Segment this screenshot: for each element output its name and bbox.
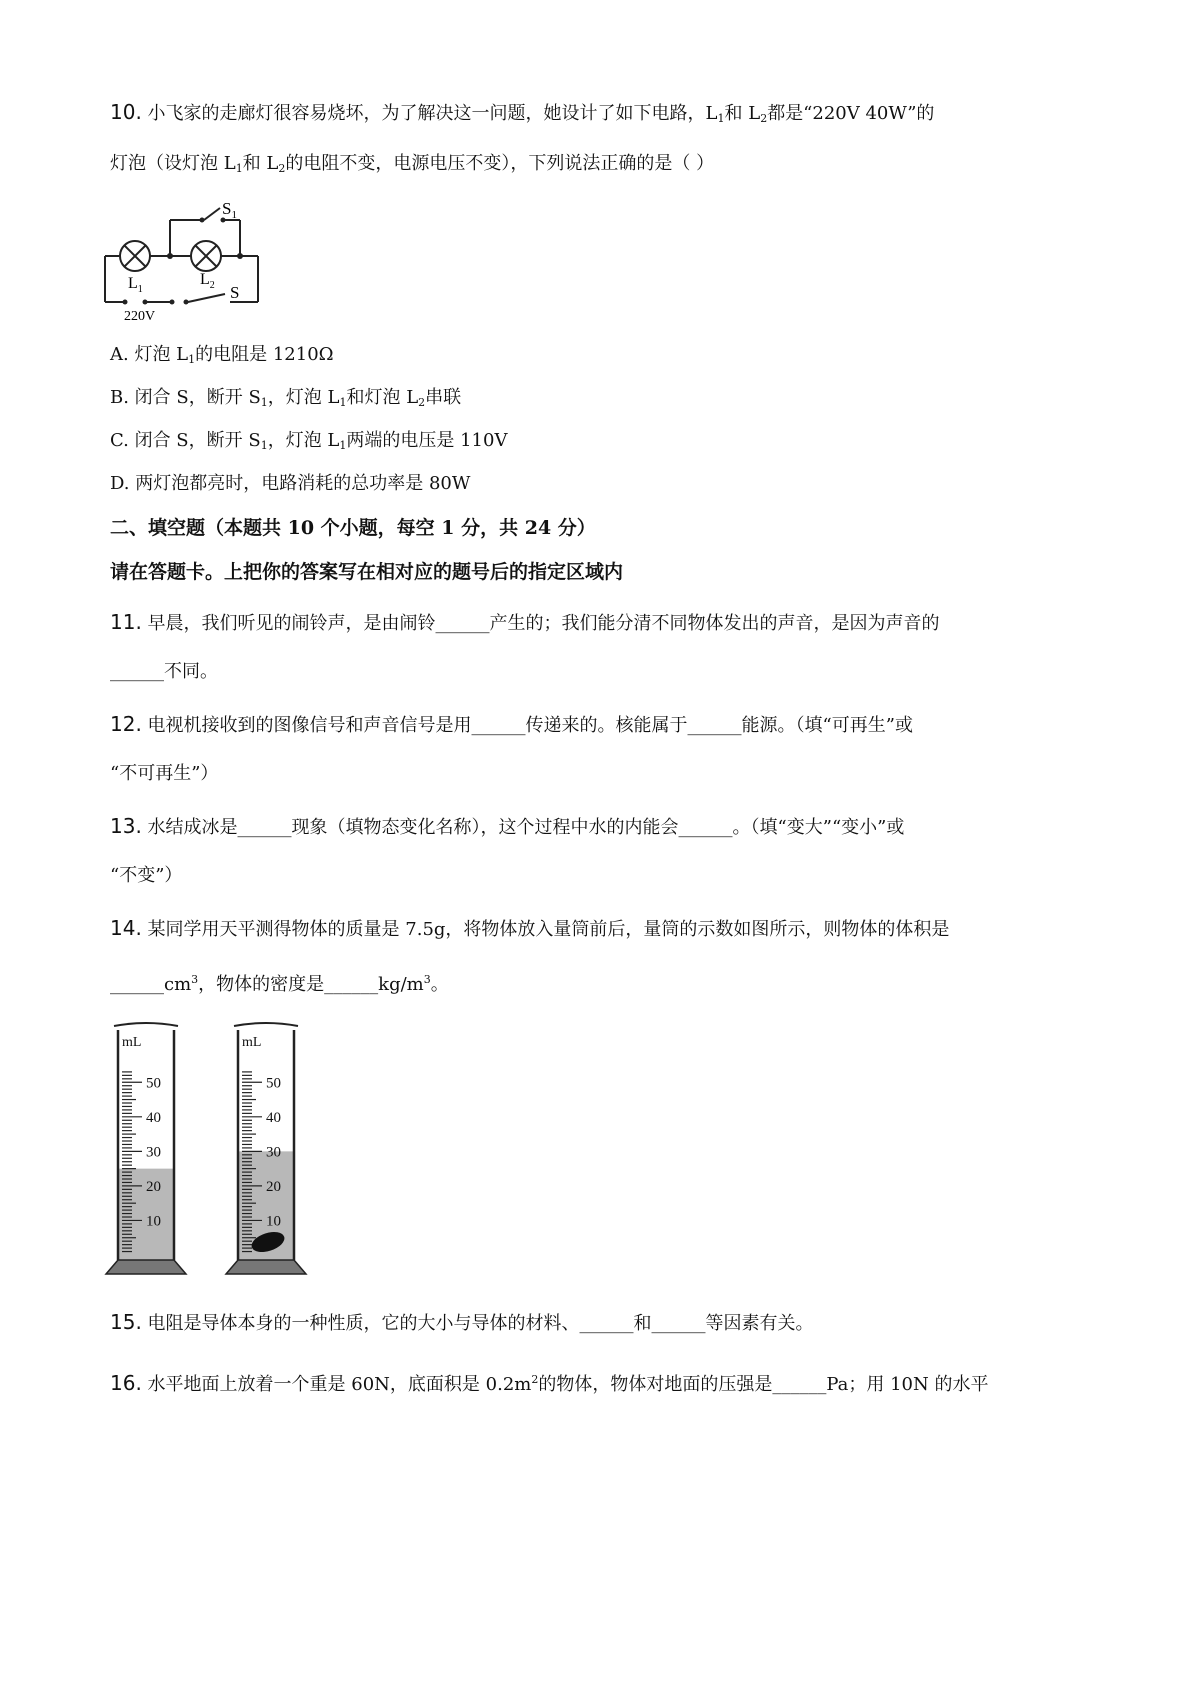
q11-line2: ______不同。 <box>110 661 218 682</box>
blank: ______ <box>651 1313 706 1334</box>
cylinder-base <box>106 1260 186 1274</box>
q10-text: 都是“220V 40W”的 <box>767 103 935 124</box>
cylinder-rim <box>234 1023 298 1026</box>
sup: 3 <box>191 973 199 986</box>
scale-label: 50 <box>266 1075 281 1092</box>
option-text: 串联 <box>425 387 462 408</box>
q11-number: 11. <box>110 610 142 634</box>
section-instruction: 请在答题卡。上把你的答案写在相对应的题号后的指定区域内 <box>110 561 624 583</box>
q14-number: 14. <box>110 916 142 940</box>
sup: 3 <box>423 973 431 986</box>
sub: 1 <box>339 396 347 409</box>
sub: 1 <box>188 353 196 366</box>
scale-label: 20 <box>266 1178 281 1195</box>
sub: 1 <box>260 396 268 409</box>
label-s1: $S_1$ <box>222 199 237 221</box>
q10-option-a <box>110 343 334 372</box>
unit-label: mL <box>242 1035 262 1050</box>
option-text: ，灯泡 L <box>267 430 340 451</box>
q14-text: ______cm <box>110 974 192 995</box>
label-voltage: 220V <box>124 309 156 324</box>
cylinder-rim <box>114 1023 178 1026</box>
q14-line2 <box>110 968 449 997</box>
option-text: 和灯泡 L <box>346 387 419 408</box>
q16-line <box>110 1368 988 1397</box>
q15-text: 和 <box>633 1313 652 1334</box>
q16-number: 16. <box>110 1371 142 1395</box>
q14-text: ，物体的密度是______kg/m <box>198 974 424 995</box>
q13-line2: “不变”） <box>110 865 183 886</box>
q15-text: 电阻是导体本身的一种性质，它的大小与导体的材料、 <box>147 1313 580 1334</box>
scale-label: 50 <box>146 1075 161 1092</box>
q16-text: 水平地面上放着一个重是 60N，底面积是 0.2m <box>147 1374 532 1395</box>
label-l2: $L_2$ <box>200 271 215 291</box>
circuit-diagram <box>100 190 280 330</box>
blank: ______ <box>579 1313 634 1334</box>
option-text: 两端的电压是 110V <box>346 430 508 451</box>
q15-number: 15. <box>110 1310 142 1334</box>
q10-line1 <box>110 100 934 131</box>
graduated-cylinders-figure <box>100 1010 340 1290</box>
scale-label: 10 <box>146 1213 161 1230</box>
scale-label: 10 <box>266 1213 281 1230</box>
q10-option-b <box>110 386 461 415</box>
label-s: S <box>230 283 240 302</box>
q10-option-d <box>110 472 470 496</box>
sub: 1 <box>717 112 725 125</box>
q13-line1 <box>110 814 904 840</box>
scale-label: 30 <box>146 1144 161 1161</box>
option-text: B. 闭合 S，断开 S <box>110 387 261 408</box>
scale-label: 40 <box>146 1109 161 1126</box>
q12-line1 <box>110 712 913 738</box>
q14-text: 某同学用天平测得物体的质量是 7.5g，将物体放入量筒前后，量筒的示数如图所示，则物体的体积是 <box>147 919 950 940</box>
sub: 2 <box>418 396 426 409</box>
q15-line <box>110 1310 814 1336</box>
q10-option-c <box>110 429 507 458</box>
q10-text: 小飞家的走廊灯很容易烧坏，为了解决这一问题，她设计了如下电路，L <box>147 103 718 124</box>
q10-line2 <box>110 152 714 181</box>
option-text: D. 两灯泡都亮时，电路消耗的总功率是 80W <box>110 473 471 494</box>
scale-label: 30 <box>266 1144 281 1161</box>
sub: 2 <box>760 112 768 125</box>
section-title: 二、填空题（本题共 10 个小题，每空 1 分，共 24 分） <box>110 517 596 539</box>
unit-label: mL <box>122 1035 142 1050</box>
label-l1: $L_1$ <box>128 275 143 295</box>
q11-line1 <box>110 610 940 636</box>
q13-text: 水结成冰是______现象（填物态变化名称），这个过程中水的内能会______。（填“变大”“变小”或 <box>147 817 905 838</box>
sup: 2 <box>531 1373 539 1386</box>
graduated-cylinder-1 <box>106 1023 186 1274</box>
q10-text: 灯泡（设灯泡 L <box>110 153 236 174</box>
sub: 1 <box>235 162 243 175</box>
q10-text: 的电阻不变，电源电压不变），下列说法正确的是（ ） <box>285 153 715 174</box>
option-text: C. 闭合 S，断开 S <box>110 430 261 451</box>
option-text: 的电阻是 1210Ω <box>195 344 334 365</box>
q16-text: 的物体，物体对地面的压强是______Pa；用 10N 的水平 <box>538 1374 989 1395</box>
q10-number: 10. <box>110 100 142 124</box>
q15-text: 等因素有关。 <box>705 1313 814 1334</box>
q12-text: 电视机接收到的图像信号和声音信号是用______传递来的。核能属于______能源。（填“可再生”或 <box>147 715 913 736</box>
q14-line1 <box>110 916 949 942</box>
scale-label: 40 <box>266 1109 281 1126</box>
graduated-cylinder-2 <box>226 1023 306 1274</box>
q11-text: 早晨，我们听见的闹铃声，是由闹铃______产生的；我们能分清不同物体发出的声音，是因为声音的 <box>147 613 940 634</box>
sub: 2 <box>278 162 286 175</box>
q10-text: 和 L <box>242 153 279 174</box>
option-text: A. 灯泡 L <box>110 344 189 365</box>
scale-label: 20 <box>146 1178 161 1195</box>
q13-number: 13. <box>110 814 142 838</box>
cylinder-base <box>226 1260 306 1274</box>
q10-text: 和 L <box>724 103 761 124</box>
q12-number: 12. <box>110 712 142 736</box>
q12-line2: “不可再生”） <box>110 763 219 784</box>
sub: 1 <box>339 439 347 452</box>
q14-text: 。 <box>430 974 449 995</box>
option-text: ，灯泡 L <box>267 387 340 408</box>
sub: 1 <box>260 439 268 452</box>
